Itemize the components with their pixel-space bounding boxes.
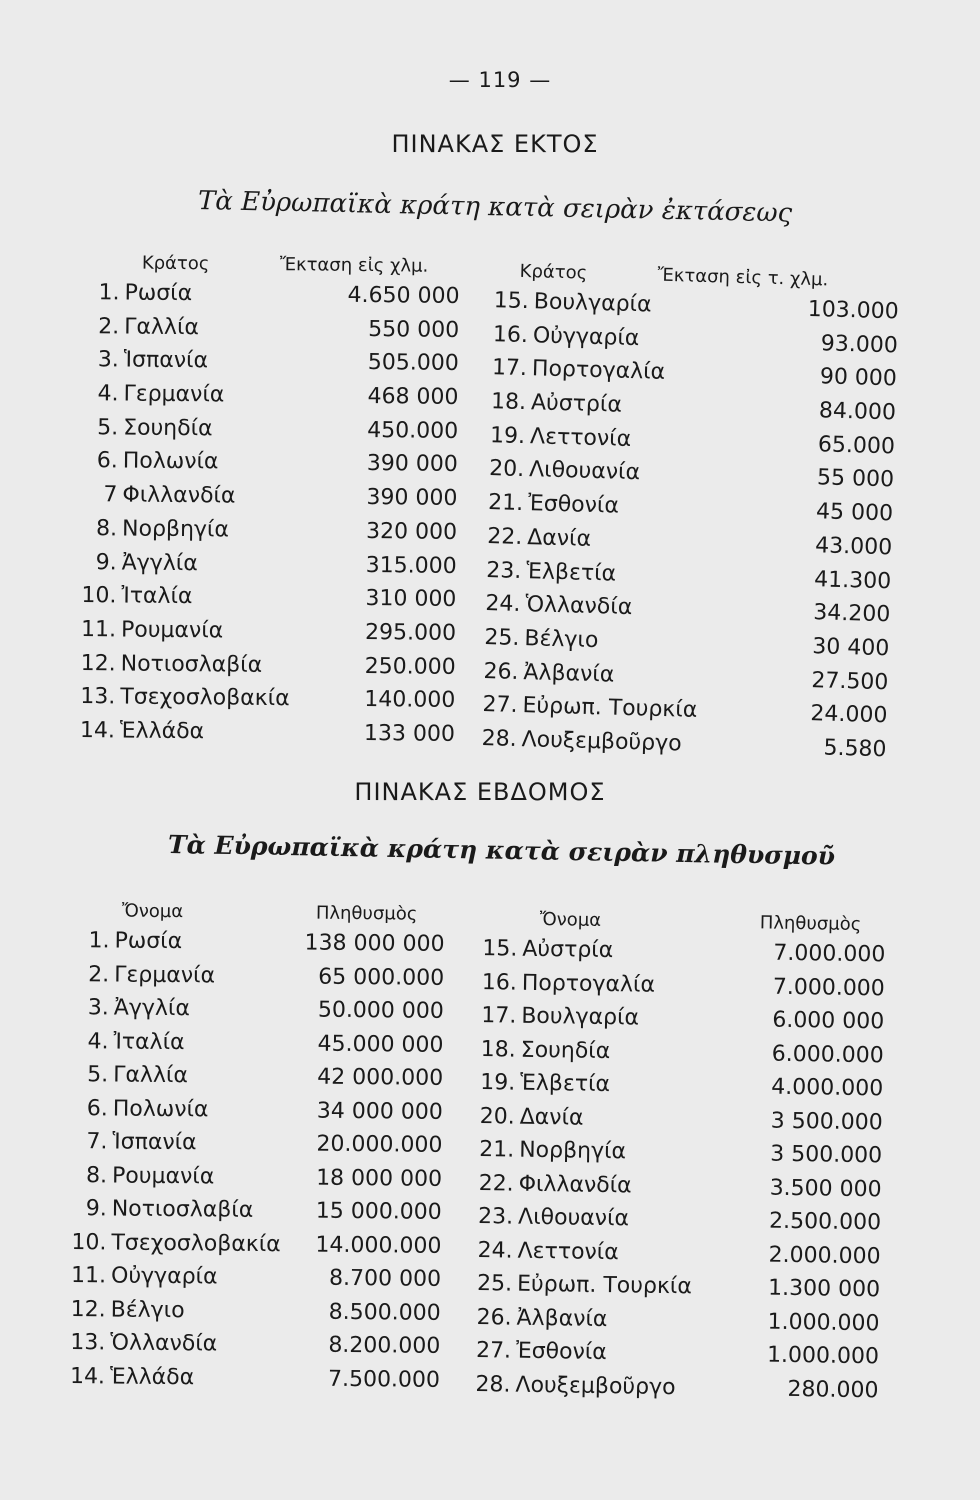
row-value: 14.000.000 (315, 1232, 442, 1259)
country-name: Ρουμανία (120, 617, 224, 644)
row-value: 138 000 000 (304, 930, 445, 957)
row-number: 15. (482, 936, 518, 962)
header-value: Πληθυσμὸς (315, 902, 418, 925)
row-number: 21. (479, 1137, 515, 1163)
country-name: Σουηδία (123, 415, 213, 442)
row-value: 280.000 (787, 1376, 879, 1403)
table-row (473, 1204, 882, 1237)
header-name: Ὄνομα (121, 900, 184, 923)
row-value: 133 000 (363, 720, 456, 747)
row-number: 10. (81, 583, 117, 609)
table6-subtitle: Τὰ Εὐρωπαϊκὰ κράτη κατὰ σειρὰν ἐκτάσεως (197, 186, 793, 229)
row-value: 45 000 (815, 499, 894, 527)
row-number: 14. (79, 717, 116, 744)
row-number: 13. (80, 684, 116, 710)
row-value: 450.000 (367, 417, 459, 444)
table-row (476, 1003, 885, 1036)
country-name: Πορτογαλία (521, 970, 656, 998)
header-value: Πληθυσμὸς (759, 912, 862, 936)
country-name: Ἀλβανία (523, 659, 615, 688)
country-name: Πολωνία (122, 448, 219, 475)
country-name: Βέλγιο (524, 625, 599, 654)
row-number: 4. (87, 1028, 109, 1054)
row-number: 24. (485, 591, 521, 618)
country-name: Ρουμανία (111, 1162, 215, 1190)
row-number: 15. (493, 288, 530, 315)
row-number: 9. (95, 549, 117, 575)
country-name: Ἰταλία (121, 583, 193, 610)
country-name: Αὐστρία (522, 936, 614, 964)
row-value: 6.000.000 (771, 1041, 884, 1068)
row-value: 310 000 (365, 586, 457, 613)
table-row (471, 1338, 880, 1371)
table-row (484, 456, 895, 493)
country-name: Αὐστρία (530, 390, 623, 418)
row-number: 27. (482, 692, 518, 719)
row-number: 8. (95, 515, 118, 542)
country-name: Βουλγαρία (533, 289, 652, 318)
country-name: Ἀλβανία (516, 1305, 608, 1332)
row-value: 2.500.000 (768, 1208, 882, 1236)
row-number: 1. (98, 280, 120, 306)
row-value: 1.300 000 (767, 1275, 881, 1303)
table-row (483, 490, 894, 527)
country-name: Εὐρωπ. Τουρκία (516, 1271, 693, 1300)
country-name: Γερμανία (114, 961, 216, 989)
row-number: 8. (85, 1162, 108, 1188)
country-name: Λιθουανία (528, 457, 641, 486)
row-number: 16. (481, 969, 518, 996)
row-value: 55 000 (816, 465, 895, 493)
country-name: Σουηδία (520, 1037, 611, 1064)
country-name: Ὁλλανδία (525, 592, 633, 621)
row-number: 20. (479, 1103, 515, 1130)
table-row (479, 624, 890, 662)
row-value: 8.200.000 (328, 1332, 441, 1359)
row-number: 18. (490, 389, 527, 416)
row-value: 295.000 (364, 619, 457, 646)
row-value: 20.000.000 (316, 1131, 443, 1158)
row-number: 5. (87, 1062, 109, 1088)
table6-right-column (476, 260, 900, 763)
row-number: 1. (88, 928, 110, 954)
table-row (472, 1271, 881, 1304)
row-number: 2. (98, 313, 120, 340)
row-value: 468 000 (367, 384, 459, 411)
table-row (480, 591, 891, 628)
country-name: Ἑλβετία (525, 558, 617, 587)
country-name: Ὁλλανδία (110, 1330, 218, 1357)
row-value: 6.000 000 (772, 1007, 885, 1035)
row-number: 18. (480, 1036, 516, 1063)
row-value: 1.000.000 (766, 1342, 880, 1370)
row-number: 17. (491, 355, 528, 382)
row-value: 30 400 (811, 634, 890, 662)
table-row (478, 658, 889, 695)
row-number: 26. (483, 658, 519, 685)
table-row (474, 1137, 883, 1170)
row-value: 4.650 000 (347, 282, 460, 309)
country-name: Δανία (519, 1104, 584, 1131)
country-name: Ἰταλία (113, 1028, 185, 1055)
country-name: Δανία (526, 524, 592, 552)
row-number: 24. (477, 1237, 513, 1264)
header-value: Ἔκταση εἰς τ. χλμ. (657, 264, 829, 291)
table7-title: ΠΙΝΑΚΑΣ ΕΒΔΟΜΟΣ (354, 778, 606, 806)
table7-right-column (470, 908, 886, 1405)
country-name: Νορβηγία (121, 516, 230, 543)
row-number: 10. (71, 1229, 107, 1255)
row-value: 50.000 000 (317, 997, 444, 1024)
country-name: Λιθουανία (517, 1204, 630, 1232)
row-value: 7.000.000 (773, 940, 886, 968)
table-row (486, 355, 898, 392)
row-value: 15 000.000 (315, 1198, 442, 1225)
country-name: Ρωσία (114, 928, 183, 955)
header-name: Ὄνομα (539, 908, 602, 931)
row-number: 12. (80, 650, 116, 676)
country-name: Λεττονία (517, 1238, 619, 1265)
table-row (477, 692, 888, 729)
row-number: 23. (485, 557, 522, 584)
row-number: 21. (487, 490, 524, 517)
row-number: 16. (492, 321, 529, 348)
row-value: 505.000 (367, 350, 459, 377)
country-name: Νορβηγία (519, 1137, 627, 1165)
row-number: 11. (70, 1263, 107, 1289)
country-name: Γαλλία (113, 1062, 189, 1089)
table-row (476, 725, 887, 763)
header-name: Κράτος (519, 260, 588, 284)
row-number: 13. (70, 1330, 106, 1356)
table-row (485, 422, 896, 460)
country-name: Νοτιοσλαβία (111, 1196, 254, 1223)
row-value: 390 000 (366, 451, 458, 478)
country-name: Ρωσία (124, 280, 193, 307)
row-number: 2. (88, 961, 110, 987)
table-row (487, 321, 899, 359)
column-header (489, 260, 829, 291)
row-value: 34.200 (812, 600, 891, 628)
table-row (473, 1170, 882, 1203)
table7-subtitle: Τὰ Εὐρωπαϊκὰ κράτη κατὰ σειρὰν πληθυσμοῦ (167, 830, 836, 871)
row-number: 25. (476, 1271, 513, 1297)
row-number: 6. (96, 448, 118, 474)
country-name: Βουλγαρία (521, 1003, 640, 1031)
country-name: Λουξεμβοῦργο (515, 1372, 676, 1400)
table-row (475, 1070, 884, 1103)
row-value: 41.300 (813, 566, 892, 594)
row-value: 34 000 000 (316, 1098, 443, 1125)
row-value: 84.000 (818, 398, 897, 426)
row-number: 6. (86, 1095, 108, 1121)
country-name: Ἐσθονία (527, 491, 620, 519)
row-value: 4.000.000 (771, 1074, 884, 1102)
row-number: 11. (80, 616, 117, 643)
row-value: 1.000.000 (767, 1309, 880, 1336)
country-name: Οὐγγαρία (110, 1263, 218, 1290)
row-number: 28. (481, 725, 517, 752)
country-name: Οὐγγαρία (532, 322, 640, 351)
row-value: 27.500 (811, 667, 889, 695)
row-number: 19. (480, 1070, 516, 1096)
page-number: — 119 — (448, 68, 552, 92)
row-value: 43.000 (814, 533, 893, 561)
row-number: 14. (69, 1363, 106, 1389)
table-row (472, 1237, 881, 1270)
row-value: 3 500.000 (770, 1141, 883, 1169)
row-value: 2.000.000 (768, 1242, 881, 1269)
row-number: 22. (478, 1170, 514, 1197)
country-name: Ἐσθονία (515, 1338, 607, 1366)
table-row (474, 1103, 883, 1136)
country-name: Τσεχοσλοβακία (111, 1229, 281, 1257)
row-value: 93.000 (820, 330, 899, 359)
row-value: 550 000 (368, 316, 460, 343)
country-name: Πορτογαλία (531, 356, 666, 386)
row-value: 8.500.000 (328, 1299, 441, 1326)
country-name: Ἑλλάδα (109, 1363, 195, 1390)
row-number: 22. (486, 523, 523, 550)
row-number: 3. (97, 347, 119, 373)
row-number: 19. (489, 422, 526, 449)
table-row (470, 1371, 879, 1404)
row-value: 103.000 (807, 296, 900, 325)
row-value: 7.500.000 (327, 1366, 441, 1393)
table-row (482, 523, 893, 561)
country-name: Λουξεμβοῦργο (521, 727, 682, 757)
row-number: 27. (475, 1338, 512, 1364)
header-name: Κράτος (141, 252, 210, 275)
row-value: 315.000 (365, 552, 457, 579)
country-name: Τσεχοσλοβακία (120, 684, 290, 712)
table-row (485, 389, 897, 426)
country-name: Εὐρωπ. Τουρκία (522, 693, 698, 724)
table-row (477, 969, 885, 1002)
table-row (475, 1036, 884, 1069)
country-name: Ἑλβετία (520, 1070, 611, 1098)
row-value: 45.000 000 (317, 1031, 444, 1058)
row-value: 65 000.000 (318, 964, 445, 991)
row-number: 3. (87, 995, 110, 1021)
row-value: 24.000 (810, 701, 888, 729)
row-number: 26. (476, 1304, 512, 1331)
row-value: 3 500.000 (770, 1108, 883, 1135)
table6-left-column (75, 252, 460, 752)
row-number: 12. (70, 1296, 106, 1322)
country-name: Ἀγγλία (113, 995, 191, 1022)
row-number: 20. (488, 456, 525, 483)
table-row (488, 288, 900, 325)
row-value: 8.700 000 (328, 1265, 442, 1292)
row-value: 140.000 (364, 687, 456, 714)
country-name: Γερμανία (123, 381, 225, 408)
row-number: 5. (97, 414, 119, 441)
country-name: Φιλλανδία (518, 1171, 632, 1198)
table-row (481, 557, 892, 594)
table-row (471, 1304, 880, 1337)
row-value: 18 000 000 (316, 1165, 443, 1192)
country-name: Ἱσπανία (123, 347, 209, 374)
row-number: 7 (103, 482, 118, 508)
country-name: Νοτιοσλαβία (120, 651, 263, 678)
row-number: 17. (481, 1003, 517, 1029)
country-name: Πολωνία (112, 1095, 209, 1122)
row-value: 90 000 (819, 364, 898, 392)
country-name: Ἀγγλία (121, 549, 198, 576)
row-number: 25. (484, 624, 520, 651)
row-number: 28. (475, 1371, 511, 1398)
table7-left-column (65, 900, 445, 1397)
country-name: Φιλλανδία (122, 482, 236, 509)
country-name: Λεττονία (529, 423, 632, 452)
row-value: 3.500 000 (769, 1175, 882, 1202)
country-name: Βέλγιο (110, 1296, 185, 1323)
row-value: 42 000.000 (317, 1064, 444, 1091)
row-value: 5.580 (823, 735, 887, 763)
country-name: Ἑλλάδα (119, 718, 205, 745)
row-value: 65.000 (817, 431, 896, 460)
row-value: 7.000.000 (772, 974, 885, 1001)
table-row (477, 936, 886, 969)
row-number: 23. (477, 1204, 514, 1230)
country-name: Ἱσπανία (112, 1129, 197, 1156)
row-number: 9. (85, 1196, 107, 1222)
row-value: 320 000 (365, 518, 458, 545)
row-number: 4. (97, 381, 119, 407)
country-name: Γαλλία (124, 314, 200, 340)
row-value: 390 000 (366, 485, 458, 512)
row-value: 250.000 (364, 653, 456, 680)
row-number: 7. (86, 1129, 108, 1155)
header-value: Ἔκταση εἰς χλμ. (279, 254, 429, 277)
table6-title: ΠΙΝΑΚΑΣ ΕΚΤΟΣ (391, 130, 599, 158)
